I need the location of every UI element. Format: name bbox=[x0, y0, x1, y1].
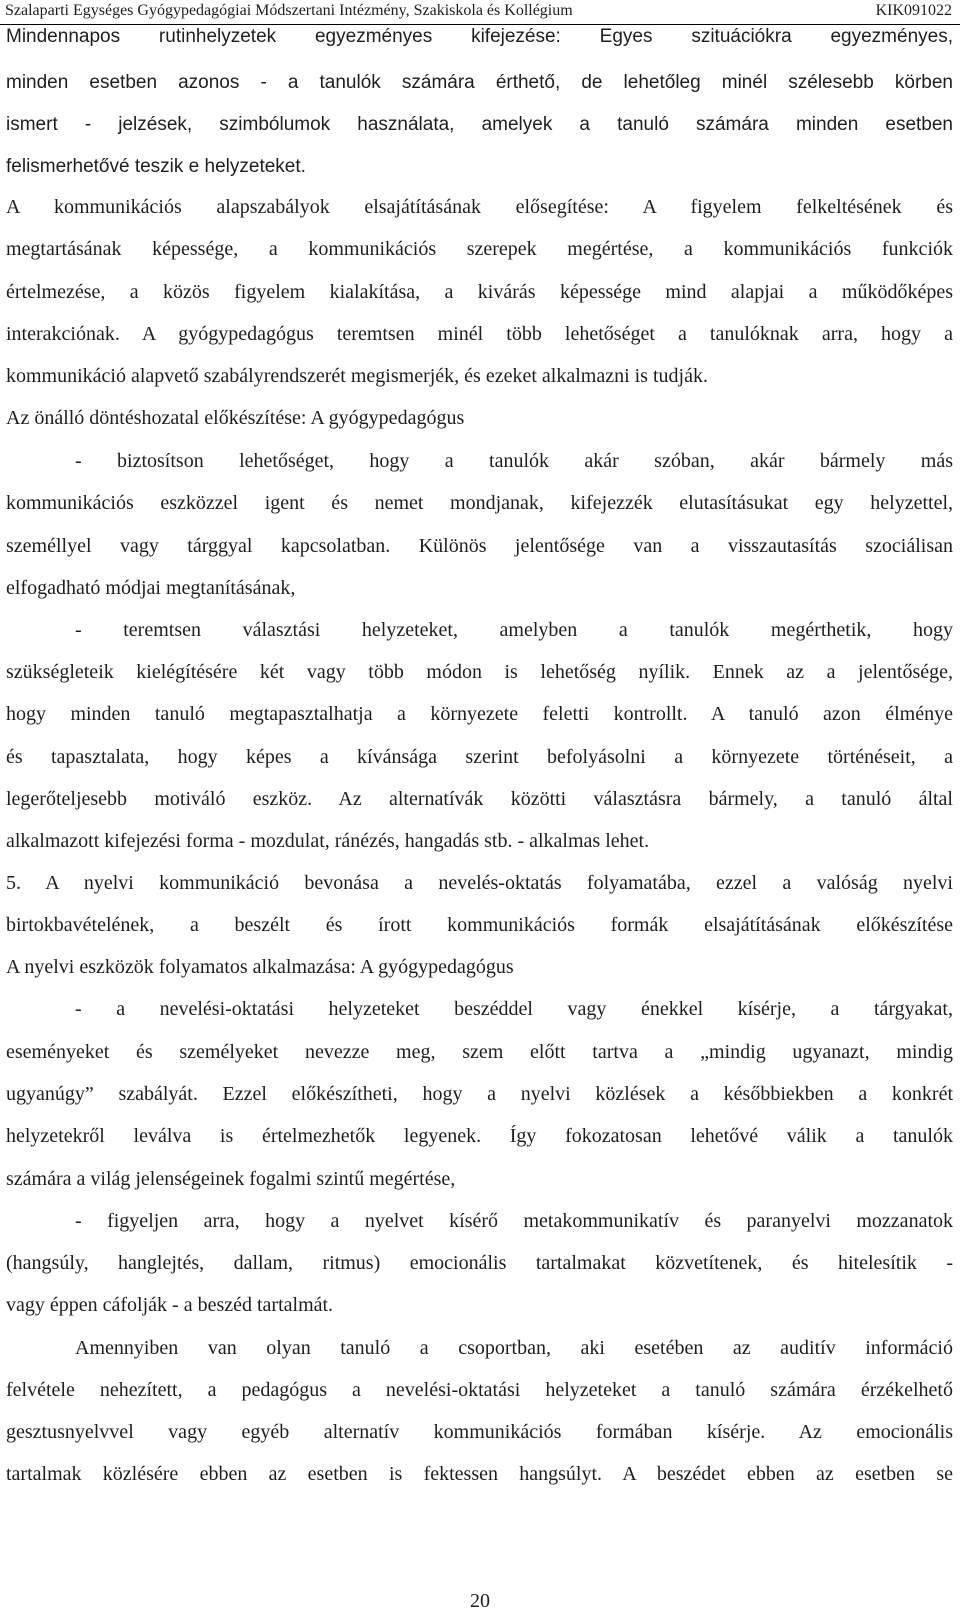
text-line: elfogadható módjai megtanításának, bbox=[6, 577, 296, 599]
text-line: birtokbavételének, a beszélt és írott kommunikációs formák elsajátításának előkészítése bbox=[6, 914, 953, 936]
text-line: megtartásának képessége, a kommunikációs szerepek megértése, a kommunikációs funkciók bbox=[6, 238, 953, 260]
text-line: felismerhetővé teszik e helyzeteket. bbox=[6, 156, 306, 177]
text-line: helyzetekről leválva is értelmezhetők legyenek. Így fokozatosan lehetővé válik a tanulók bbox=[6, 1125, 953, 1147]
header-code: KIK091022 bbox=[875, 2, 952, 19]
text-line: gesztusnyelvvel vagy egyéb alternatív kommunikációs formában kísérje. Az emocionális bbox=[6, 1421, 953, 1443]
text-line: A nyelvi eszközök folyamatos alkalmazása: A gyógypedagógus bbox=[6, 956, 514, 978]
text-line: A kommunikációs alapszabályok elsajátításának elősegítése: A figyelem felkeltésének és bbox=[6, 196, 953, 218]
text-line: legerőteljesebb motiváló eszköz. Az alternatívák közötti választásra bármely, a tanuló által bbox=[6, 788, 953, 810]
text-line: 5. A nyelvi kommunikáció bevonása a nevelés-oktatás folyamatába, ezzel a valóság nyelvi bbox=[6, 872, 953, 894]
text-line: számára a világ jelenségeinek fogalmi szintű megértése, bbox=[6, 1168, 456, 1190]
text-line: ugyanúgy” szabályát. Ezzel előkészítheti, hogy a nyelvi közlések a későbbiekben a konkrét bbox=[6, 1083, 953, 1105]
text-line: eseményeket és személyeket nevezze meg, szem előtt tartva a „mindig ugyanazt, mindig bbox=[6, 1041, 953, 1063]
text-line: alkalmazott kifejezési forma - mozdulat, ránézés, hangadás stb. - alkalmas lehet. bbox=[6, 830, 650, 852]
page-number: 20 bbox=[470, 1590, 490, 1612]
text-line: személlyel vagy tárggyal kapcsolatban. Különös jelentősége van a visszautasítás szociálisan bbox=[6, 535, 953, 557]
text-line: minden esetben azonos - a tanulók számára érthető, de lehetőleg minél szélesebb körben bbox=[6, 72, 953, 93]
text-line: kommunikációs eszközzel igent és nemet mondjanak, kifejezzék elutasításukat egy helyzettel, bbox=[6, 492, 953, 514]
text-line: - biztosítson lehetőséget, hogy a tanulók akár szóban, akár bármely más bbox=[75, 450, 953, 472]
text-line: tartalmak közlésére ebben az esetben is fektessen hangsúlyt. A beszédet ebben az esetben se bbox=[6, 1463, 953, 1485]
text-line: - teremtsen választási helyzeteket, amelyben a tanulók megérthetik, hogy bbox=[75, 619, 953, 641]
header-institution: Szalaparti Egységes Gyógypedagógiai Módszertani Intézmény, Szakiskola és Kollégium bbox=[5, 2, 573, 19]
text-line: kommunikáció alapvető szabályrendszerét megismerjék, és ezeket alkalmazni is tudják. bbox=[6, 365, 708, 387]
text-line: - a nevelési-oktatási helyzeteket beszéddel vagy énekkel kísérje, a tárgyakat, bbox=[75, 998, 953, 1020]
text-line: (hangsúly, hanglejtés, dallam, ritmus) emocionális tartalmakat közvetítenek, és hitelesítik - bbox=[6, 1252, 953, 1274]
text-line: vagy éppen cáfolják - a beszéd tartalmát. bbox=[6, 1294, 334, 1316]
text-line: szükségleteik kielégítésére két vagy több módon is lehetőség nyílik. Ennek az a jelentősége, bbox=[6, 661, 953, 683]
text-line: Amennyiben van olyan tanuló a csoportban, aki esetében az auditív információ bbox=[75, 1337, 953, 1359]
text-line: Mindennapos rutinhelyzetek egyezményes kifejezése: Egyes szituációkra egyezményes, bbox=[6, 26, 953, 47]
text-line: értelmezése, a közös figyelem kialakítása, a kivárás képessége mind alapjai a működőképes bbox=[6, 281, 953, 303]
text-line: ismert - jelzések, szimbólumok használata, amelyek a tanuló számára minden esetben bbox=[6, 114, 953, 135]
text-line: interakciónak. A gyógypedagógus teremtsen minél több lehetőséget a tanulóknak arra, hogy a bbox=[6, 323, 953, 345]
page-header bbox=[0, 0, 960, 25]
text-line: - figyeljen arra, hogy a nyelvet kísérő metakommunikatív és paranyelvi mozzanatok bbox=[75, 1210, 953, 1232]
text-line: és tapasztalata, hogy képes a kívánsága szerint befolyásolni a környezete történéseit, a bbox=[6, 746, 953, 768]
text-line: felvétele nehezített, a pedagógus a nevelési-oktatási helyzeteket a tanuló számára érzékelhető bbox=[6, 1379, 953, 1401]
text-line: hogy minden tanuló megtapasztalhatja a környezete feletti kontrollt. A tanuló azon élménye bbox=[6, 703, 953, 725]
text-line: Az önálló döntéshozatal előkészítése: A gyógypedagógus bbox=[6, 407, 465, 429]
